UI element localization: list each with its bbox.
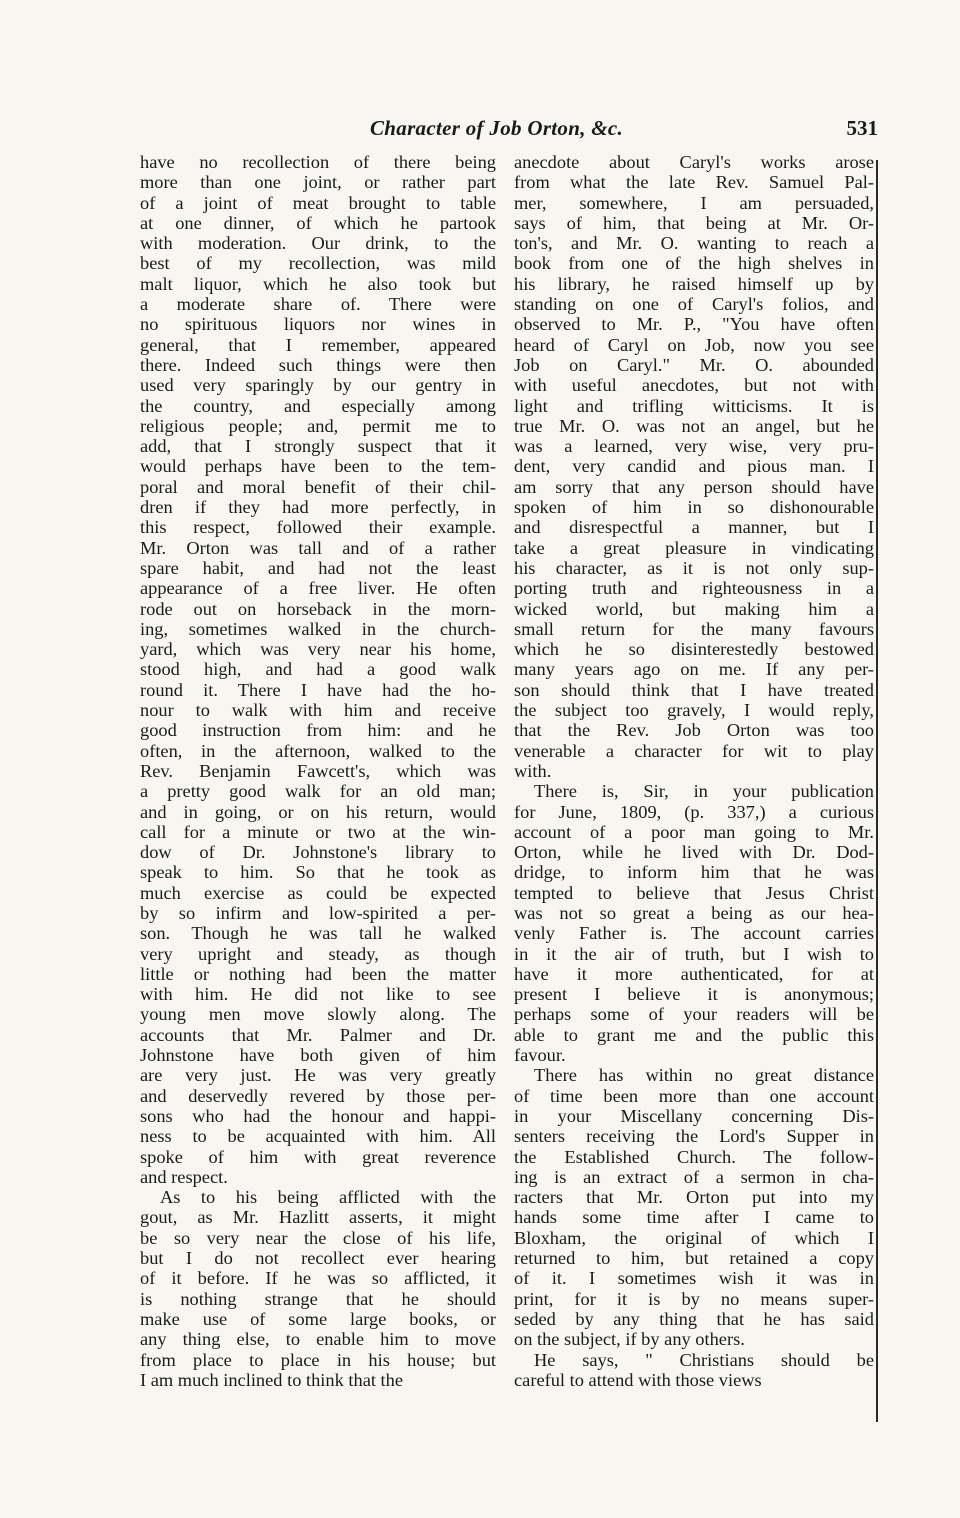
text-line: from what the late Rev. Samuel Pal- <box>514 172 874 193</box>
text-line: returned to him, but retained a copy <box>514 1248 874 1269</box>
page-header <box>138 116 878 146</box>
text-line: the country, and especially among <box>140 395 496 416</box>
text-line: have it more authenticated, for at <box>514 963 874 984</box>
text-line: at one dinner, of which he partook <box>140 212 496 233</box>
text-line: am sorry that any person should have <box>514 476 874 497</box>
text-line: in your Miscellany concerning Dis- <box>514 1105 874 1126</box>
text-line: more than one joint, or rather part <box>140 172 496 193</box>
text-line: malt liquor, which he also took but <box>140 273 496 294</box>
text-line: any thing else, to enable him to move <box>140 1329 496 1350</box>
text-line: take a great pleasure in vindicating <box>514 537 874 558</box>
running-title: Character of Job Orton, &c. <box>370 116 624 140</box>
text-line: ness to be acquainted with him. All <box>140 1126 496 1147</box>
text-line: of a joint of meat brought to table <box>140 192 496 213</box>
text-line: observed to Mr. P., "You have often <box>514 314 874 335</box>
text-line: He says, " Christians should be <box>534 1349 874 1370</box>
text-line: for June, 1809, (p. 337,) a curious <box>514 801 874 822</box>
text-line: perhaps some of your readers will be <box>514 1004 874 1025</box>
text-line: the Established Church. The follow- <box>514 1146 874 1167</box>
text-line: stood high, and had a good walk <box>140 659 496 680</box>
text-line: used very sparingly by our gentry in <box>140 375 496 396</box>
text-line: son. Though he was tall he walked <box>140 923 496 944</box>
text-line: venerable a character for wit to play <box>514 740 874 761</box>
text-line: his character, as it is not only sup- <box>514 557 874 578</box>
text-line: dow of Dr. Johnstone's library to <box>140 842 496 863</box>
text-line: but I do not recollect ever hearing <box>140 1248 496 1269</box>
text-line: by so infirm and low-spirited a per- <box>140 902 496 923</box>
text-line: his library, he raised himself up by <box>514 273 874 294</box>
text-line: from place to place in his house; but <box>140 1349 496 1370</box>
text-line: able to grant me and the public this <box>514 1024 874 1045</box>
left-column <box>140 152 496 1390</box>
text-line: have no recollection of there being <box>140 152 496 172</box>
text-line: this respect, followed their example. <box>140 517 496 538</box>
text-line: account of a poor man going to Mr. <box>514 821 874 842</box>
text-line: which he so disinterestedly bestowed <box>514 639 874 660</box>
text-line: rode out on horseback in the morn- <box>140 598 496 619</box>
text-line: very upright and steady, as though <box>140 943 496 964</box>
text-line: Johnstone have both given of him <box>140 1045 496 1066</box>
text-line: there. Indeed such things were then <box>140 354 496 375</box>
text-line: of it. I sometimes wish it was in <box>514 1268 874 1289</box>
text-line: with useful anecdotes, but not with <box>514 375 874 396</box>
text-line: accounts that Mr. Palmer and Dr. <box>140 1024 496 1045</box>
text-line: of it before. If he was so afflicted, it <box>140 1268 496 1289</box>
text-line: religious people; and, permit me to <box>140 415 496 436</box>
text-line: true Mr. O. was not an angel, but he <box>514 415 874 436</box>
text-line: no spirituous liquors nor wines in <box>140 314 496 335</box>
text-line: says of him, that being at Mr. Or- <box>514 212 874 233</box>
text-line: There is, Sir, in your publication <box>534 781 874 802</box>
text-line: little or nothing had been the matter <box>140 963 496 984</box>
text-line: on the subject, if by any others. <box>514 1329 745 1350</box>
text-line: in it the air of truth, but I wish to <box>514 943 874 964</box>
text-line: dridge, to inform him that he was <box>514 862 874 883</box>
column-edge-rule <box>876 160 878 1422</box>
text-line: good instruction from him: and he <box>140 720 496 741</box>
text-line: call for a minute or two at the win- <box>140 821 496 842</box>
text-line: often, in the afternoon, walked to the <box>140 740 496 761</box>
text-line: ing, sometimes walked in the church- <box>140 618 496 639</box>
text-line: Mr. Orton was tall and of a rather <box>140 537 496 558</box>
text-line: porting truth and righteousness in a <box>514 578 874 599</box>
text-line: much exercise as could be expected <box>140 882 496 903</box>
text-line: appearance of a free liver. He often <box>140 578 496 599</box>
text-line: that the Rev. Job Orton was too <box>514 720 874 741</box>
text-line: a pretty good walk for an old man; <box>140 781 496 802</box>
text-line: anecdote about Caryl's works arose <box>514 152 874 172</box>
text-line: many years ago on me. If any per- <box>514 659 874 680</box>
text-line: poral and moral benefit of their chil- <box>140 476 496 497</box>
text-line: print, for it is by no means super- <box>514 1288 874 1309</box>
text-line: best of my recollection, was mild <box>140 253 496 274</box>
text-line: with. <box>514 760 552 781</box>
text-line: present I believe it is anonymous; <box>514 984 874 1005</box>
text-line: the subject too gravely, I would reply, <box>514 700 874 721</box>
text-line: tempted to believe that Jesus Christ <box>514 882 874 903</box>
text-line: was a learned, very wise, very pru- <box>514 436 874 457</box>
text-line: was not so great a being as our hea- <box>514 902 874 923</box>
text-line: spoke of him with great reverence <box>140 1146 496 1167</box>
text-line: careful to attend with those views <box>514 1369 762 1390</box>
text-line: make use of some large books, or <box>140 1308 496 1329</box>
text-line: favour. <box>514 1045 566 1066</box>
page-number: 531 <box>846 116 878 140</box>
text-line: As to his being afflicted with the <box>160 1187 496 1208</box>
text-line: venly Father is. The account carries <box>514 923 874 944</box>
text-line: general, that I remember, appeared <box>140 334 496 355</box>
text-line: hands some time after I came to <box>514 1207 874 1228</box>
text-line: senters receiving the Lord's Supper in <box>514 1126 874 1147</box>
text-line: with him. He did not like to see <box>140 984 496 1005</box>
text-line: ton's, and Mr. O. wanting to reach a <box>514 233 874 254</box>
text-line: yard, which was very near his home, <box>140 639 496 660</box>
text-line: spoken of him in so dishonourable <box>514 497 874 518</box>
text-line: young men move slowly along. The <box>140 1004 496 1025</box>
text-line: and in going, or on his return, would <box>140 801 496 822</box>
text-line: mer, somewhere, I am persuaded, <box>514 192 874 213</box>
text-line: speak to him. So that he took as <box>140 862 496 883</box>
text-line: are very just. He was very greatly <box>140 1065 496 1086</box>
text-line: with moderation. Our drink, to the <box>140 233 496 254</box>
text-line: There has within no great distance <box>534 1065 874 1086</box>
text-line: sons who had the honour and happi- <box>140 1105 496 1126</box>
text-line: wicked world, but making him a <box>514 598 874 619</box>
text-line: and respect. <box>140 1166 228 1187</box>
text-line: is nothing strange that he should <box>140 1288 496 1309</box>
text-line: Orton, while he lived with Dr. Dod- <box>514 842 874 863</box>
text-line: add, that I strongly suspect that it <box>140 436 496 457</box>
text-line: small return for the many favours <box>514 618 874 639</box>
text-line: be so very near the close of his life, <box>140 1227 496 1248</box>
text-line: Job on Caryl." Mr. O. abounded <box>514 354 874 375</box>
text-line: son should think that I have treated <box>514 679 874 700</box>
text-line: and deservedly revered by those per- <box>140 1085 496 1106</box>
text-line: and disrespectful a manner, but I <box>514 517 874 538</box>
text-line: heard of Caryl on Job, now you see <box>514 334 874 355</box>
text-line: light and trifling witticisms. It is <box>514 395 874 416</box>
text-line: of time been more than one account <box>514 1085 874 1106</box>
text-line: book from one of the high shelves in <box>514 253 874 274</box>
text-line: racters that Mr. Orton put into my <box>514 1187 874 1208</box>
text-line: round it. There I have had the ho- <box>140 679 496 700</box>
text-line: dren if they had more perfectly, in <box>140 497 496 518</box>
text-line: seded by any thing that he has said <box>514 1308 874 1329</box>
text-line: would perhaps have been to the tem- <box>140 456 496 477</box>
text-line: Rev. Benjamin Fawcett's, which was <box>140 760 496 781</box>
text-line: spare habit, and had not the least <box>140 557 496 578</box>
text-line: I am much inclined to think that the <box>140 1369 404 1390</box>
text-line: dent, very candid and pious man. I <box>514 456 874 477</box>
text-line: Bloxham, the original of which I <box>514 1227 874 1248</box>
text-line: nour to walk with him and receive <box>140 700 496 721</box>
text-line: ing is an extract of a sermon in cha- <box>514 1166 874 1187</box>
text-line: a moderate share of. There were <box>140 294 496 315</box>
right-column <box>514 152 874 1390</box>
text-line: gout, as Mr. Hazlitt asserts, it might <box>140 1207 496 1228</box>
text-line: standing on one of Caryl's folios, and <box>514 294 874 315</box>
